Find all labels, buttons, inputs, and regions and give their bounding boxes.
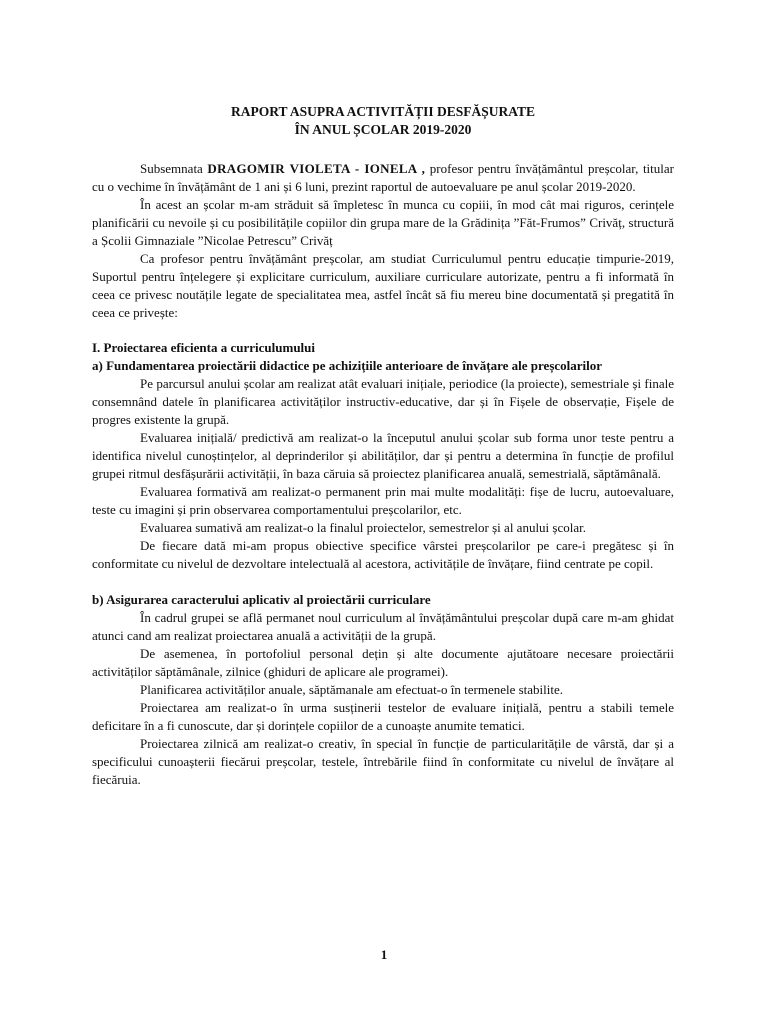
intro-paragraph-1-lead: Subsemnata	[140, 161, 208, 176]
document-title-line1: RAPORT ASUPRA ACTIVITĂȚII DESFĂȘURATE	[231, 104, 535, 119]
title-block	[92, 103, 674, 139]
section-a-paragraph: De fiecare dată mi-am propus obiective specifice vârstei preșcolarilor pe care-i pregătesc și în conformitate cu nivelul de dezvoltare intelectuală al acestora, activitățile de învățare, fiind centrate pe copil.	[92, 538, 674, 571]
section-heading: I. Proiectarea eficienta a curriculumului	[92, 340, 315, 355]
spacer	[92, 573, 674, 591]
intro-paragraph-3: Ca profesor pentru învățământ preșcolar, am studiat Curriculumul pentru educație timpurie-2019, Suportul pentru înțelegere și explicitare curriculum, auxiliare curriculare autorizate, pentru a fi informată în ceea ce privesc noutățile legate de specialitatea mea, astfel încât să fiu mereu bine documentată și pregatită în ceea ce privește:	[92, 251, 674, 320]
section-b-paragraph: Proiectarea zilnică am realizat-o creativ, în special în funcție de particularitățile de vârstă, dar și a specificului cunoașterii fiecărui preșcolar, testele, întrebările fiind în conformitate cu nivelul de învățare al fiecăruia.	[92, 736, 674, 787]
intro-paragraph-1-rest: profesor pentru învățământul preșcolar, titular cu o vechime în învățământ de 1 ani și 6 luni, prezint raportul de autoevaluare pe anul școlar 2019-2020.	[92, 161, 674, 194]
section-a-paragraph: Evaluarea sumativă am realizat-o la finalul proiectelor, semestrelor și al anului școlar.	[140, 520, 586, 535]
section-a-paragraph: Evaluarea inițială/ predictivă am realizat-o la începutul anului școlar sub forma unor teste pentru a identifica nivelul cunoștințelor, al deprinderilor și abilităților, dar și pentru a determina în funcție de profilul grupei ritmul desfășurării activității, în baza căruia să proiectez planificarea anuală, semestrială, săptămânală.	[92, 430, 674, 481]
section-a-paragraph: Pe parcursul anului școlar am realizat atât evaluari inițiale, periodice (la proiecte), semestriale și finale consemnând datele în planificarea activităților instructiv-educative, dar și în Fișele de observație, Fișele de progres existente la grupă.	[92, 376, 674, 427]
section-b-paragraph: Proiectarea am realizat-o în urma susținerii testelor de evaluare inițială, pentru a stabili temele deficitare în a fi cunoscute, dar și dorințele copiilor de a cunoaște anumite tematici.	[92, 700, 674, 733]
page-number: 1	[380, 947, 388, 962]
section-a-paragraph: Evaluarea formativă am realizat-o permanent prin mai multe modalități: fișe de lucru, autoevaluare, teste cu imagini și prin observarea comportamentului preșcolarilor, etc.	[92, 484, 674, 517]
author-name: DRAGOMIR VIOLETA - IONELA ,	[207, 161, 426, 176]
section-b-paragraph: De asemenea, în portofoliul personal dețin și alte documente ajutătoare necesare proiectării activităților săptămânale, zilnice (ghiduri de aplicare ale programei).	[92, 646, 674, 679]
section-b-paragraph: Planificarea activităților anuale, săptămanale am efectuat-o în termenele stabilite.	[140, 682, 564, 697]
document-body	[92, 103, 674, 789]
document-title-line2: ÎN ANUL ȘCOLAR 2019-2020	[294, 122, 472, 137]
section-b-paragraph: În cadrul grupei se află permanet noul curriculum al învățământului preșcolar după care m-am ghidat atunci cand am realizat proiectarea anuală a activității de la grupă.	[92, 610, 674, 643]
spacer	[92, 322, 674, 339]
subsection-heading-b: b) Asigurarea caracterului aplicativ al proiectării curriculare	[92, 592, 431, 607]
subsection-heading-a: a) Fundamentarea proiectării didactice pe achizițiile anterioare de învățare ale preșcolarilor	[92, 358, 603, 373]
intro-paragraph-1	[92, 160, 674, 196]
intro-paragraph-2: În acest an școlar m-am străduit să împletesc în munca cu copiii, în mod cât mai riguros, cerințele planificării cu nevoile și cu posibilitățile copiilor din grupa mare de la Grădinița ”Făt-Frumos” Crivăț, structură a Școlii Gimnaziale ”Nicolae Petrescu” Crivăț	[92, 197, 674, 248]
